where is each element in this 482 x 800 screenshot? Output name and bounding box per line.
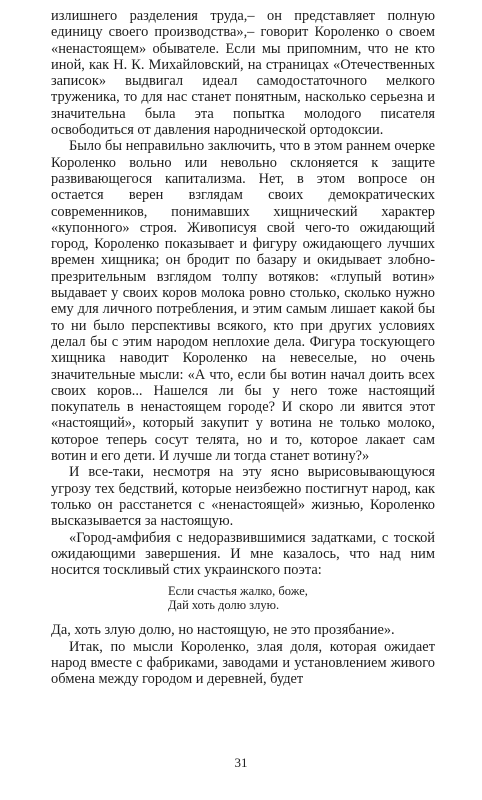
paragraph-3: И все-таки, несмотря на эту ясно вырисовывающуюся угрозу тех бедствий, которые неизбежно постигнут народ, как только он расстанется с «ненастоящей» жизнью, Короленко высказывается за настоящую. (51, 464, 435, 530)
paragraph-2: Было бы неправильно заключить, что в этом раннем очерке Короленко вольно или невольно склоняется к защите развивающегося капитализма. Нет, в этом вопросе он остается верен взглядам своих демократических современников, понимавших хищнический характер «купонного» строя. Живописуя свой чего-то ожидающий город, Короленко показывает и фигуру ожидающего лучших времен хищника; он бродит по базару и окидывает злобно-презрительным взглядом толпу вотяков: «глупый вотин» выдавает у своих коров молока ровно столько, сколько нужно ему для личного потребления, и этим самым лишает какой бы то ни было перспективы всякого, кто при других условиях делал бы с этим народом неплохие дела. Фигура тоскующего хищника наводит Короленко на невеселые, но очень значительные мысли: «А что, если бы вотин начал доить всех своих коров... Нашелся ли бы у него тоже настоящий покупатель в ненастоящем городе? И скоро ли явится этот «настоящий», который закупит у вотина не только молоко, которое теперь сосут телята, но и то, которое лакает сам вотин и его дети. И лучше ли тогда станет вотину?» (51, 138, 435, 465)
paragraph-1: излишнего разделения труда,– он представляет полную единицу своего производства»,– говорит Короленко о своем «ненастоящем» обывателе. Если мы припомним, что не кто иной, как Н. К. Михайловский, на страницах «Отечественных записок» выдвигал идеал самодостаточного мелкого труженика, то для нас станет понятным, насколько серьезна и значительна была эта попытка молодого писателя освободиться от давления народнической ортодоксии. (51, 8, 435, 139)
paragraph-last: Итак, по мысли Короленко, злая доля, которая ожидает народ вместе с фабриками, заводами и установлением живого обмена между городом и деревней, будет (51, 638, 435, 688)
page-body (51, 8, 435, 688)
poem-line-1: Если счастья жалко, боже, (168, 584, 308, 599)
page-number: 31 (234, 755, 248, 770)
poem-quote (168, 584, 435, 612)
poem-line-2: Дай хоть долю злую. (168, 598, 280, 613)
paragraph-4: «Город-амфибия с недоразвившимися задатками, с тоской ожидающими завершения. И мне казалось, что над ним носится тоскливый стих украинского поэта: (51, 529, 435, 579)
paragraph-after-poem: Да, хоть злую долю, но настоящую, не это прозябание». (51, 622, 395, 639)
